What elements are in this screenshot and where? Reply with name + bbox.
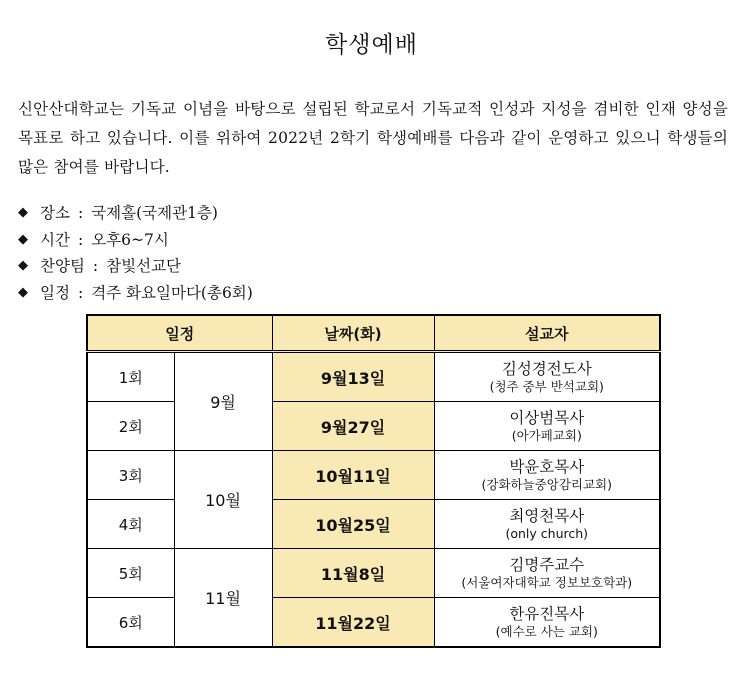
date-cell: 10월11일: [272, 451, 434, 500]
preacher-church: (예수로 사는 교회): [495, 623, 598, 639]
diamond-bullet-icon: ◆: [18, 284, 28, 300]
preacher-name: 이상범목사: [509, 409, 585, 428]
preacher-name: 김성경전도사: [501, 360, 592, 379]
info-separator: :: [77, 204, 84, 222]
month-cell: 10월: [174, 451, 272, 549]
preacher-name: 한유진목사: [509, 605, 585, 624]
preacher-name: 박윤호목사: [509, 458, 585, 477]
info-label: 장소: [40, 204, 70, 222]
date-cell: 11월22일: [272, 598, 434, 648]
round-cell: 2회: [87, 402, 174, 451]
table-row: [87, 451, 660, 500]
table-row: [87, 352, 660, 402]
header-date: 날짜(화): [272, 315, 434, 352]
header-schedule: 일정: [87, 315, 272, 352]
info-separator: :: [77, 283, 84, 302]
date-cell: 9월27일: [272, 402, 434, 451]
round-cell: 5회: [87, 549, 174, 598]
month-cell: 9월: [174, 352, 272, 451]
table-row: [87, 500, 660, 549]
preacher-church: (서울여자대학교 정보보호학과): [461, 574, 633, 590]
table-row: [87, 598, 660, 648]
info-item-praise-team: [18, 253, 253, 280]
info-label: 찬양팀: [40, 257, 85, 275]
page-title: 학생예배: [325, 32, 418, 58]
preacher-church: (only church): [505, 525, 589, 541]
preacher-name: 김명주교수: [509, 556, 585, 575]
diamond-bullet-icon: ◆: [18, 231, 28, 247]
intro-paragraph: 신안산대학교는 기독교 이념을 바탕으로 설립된 학교로서 기독교적 인성과 지성을 겸비한 인재 양성을 목표로 하고 있습니다. 이를 위하여 2022년 2학기 학생예배를 다음과 같이 운영하고 있으니 학생들의 많은 참여를 바랍니다.: [18, 100, 728, 176]
info-separator: :: [92, 257, 99, 275]
info-value: 국제홀(국제관1층): [91, 204, 218, 222]
info-separator: :: [77, 230, 84, 249]
date-cell: 9월13일: [272, 352, 434, 402]
info-label: 일정: [40, 283, 70, 302]
date-cell: 10월25일: [272, 500, 434, 549]
date-cell: 11월8일: [272, 549, 434, 598]
preacher-church: (강화하늘중앙감리교회): [481, 476, 613, 492]
info-label: 시간: [40, 230, 70, 249]
info-item-location: [18, 200, 253, 227]
round-cell: 3회: [87, 451, 174, 500]
info-list: [18, 200, 253, 306]
preacher-cell: [434, 402, 660, 451]
preacher-cell: [434, 352, 660, 402]
preacher-cell: [434, 598, 660, 648]
preacher-cell: [434, 451, 660, 500]
info-value: 오후6~7시: [91, 230, 169, 249]
info-item-time: [18, 227, 253, 254]
preacher-cell: [434, 500, 660, 549]
round-cell: 4회: [87, 500, 174, 549]
diamond-bullet-icon: ◆: [18, 258, 28, 273]
diamond-bullet-icon: ◆: [18, 205, 28, 220]
info-value: 격주 화요일마다(총6회): [91, 283, 253, 302]
table-row: [87, 549, 660, 598]
preacher-church: (아가페교회): [511, 427, 582, 443]
info-value: 참빛선교단: [106, 257, 182, 275]
schedule-table: [86, 314, 661, 648]
table-row: [87, 402, 660, 451]
info-item-schedule: [18, 280, 253, 307]
header-preacher: 설교자: [434, 315, 660, 352]
preacher-cell: [434, 549, 660, 598]
round-cell: 1회: [87, 352, 174, 402]
preacher-church: (청주 중부 반석교회): [489, 378, 604, 394]
round-cell: 6회: [87, 598, 174, 648]
preacher-name: 최영천목사: [509, 507, 585, 526]
table-header-row: [87, 315, 660, 352]
month-cell: 11월: [174, 549, 272, 648]
